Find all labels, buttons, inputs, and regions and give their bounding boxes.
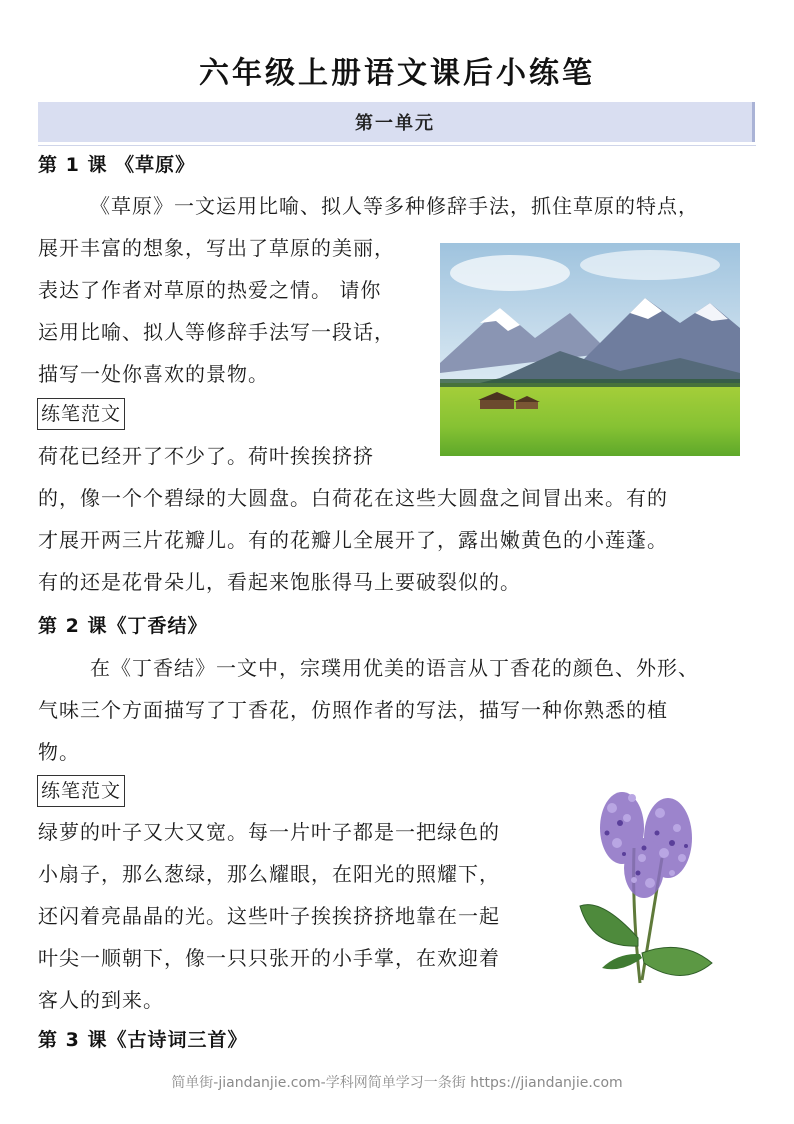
page-title: 六年级上册语文课后小练笔 xyxy=(199,56,595,91)
lesson-1-sample-line: 有的还是花骨朵儿，看起来饱胀得马上要破裂似的。 xyxy=(38,570,521,594)
lesson-1-prompt-line: 描写一处你喜欢的景物。 xyxy=(38,362,269,386)
lesson-1-prompt-line: 展开丰富的想象，写出了草原的美丽， xyxy=(38,236,395,260)
lesson-2-sample-line: 小扇子，那么葱绿，那么耀眼，在阳光的照耀下， xyxy=(38,862,500,886)
unit-divider xyxy=(38,145,756,146)
lesson-1-prompt-line: 《草原》一文运用比喻、拟人等多种修辞手法，抓住草原的特点， xyxy=(90,194,699,218)
lesson-2-sample-line: 客人的到来。 xyxy=(38,988,164,1012)
lesson-2-heading: 第 2 课《丁香结》 xyxy=(38,615,208,637)
lesson-1-sample-line: 的，像一个个碧绿的大圆盘。白荷花在这些大圆盘之间冒出来。有的 xyxy=(38,486,668,510)
page-footer: 简单街-jiandanjie.com-学科网简单学习一条街 https://jiandanjie.com xyxy=(171,1075,623,1091)
lesson-1-prompt-line: 表达了作者对草原的热爱之情。 请你 xyxy=(38,278,382,302)
lesson-2-sample-line: 绿萝的叶子又大又宽。每一片叶子都是一把绿色的 xyxy=(38,820,500,844)
lesson-2-prompt-line: 气味三个方面描写了丁香花，仿照作者的写法，描写一种你熟悉的植 xyxy=(38,698,668,722)
unit-title: 第一单元 xyxy=(355,113,435,134)
lesson-1-sample-line: 才展开两三片花瓣儿。有的花瓣儿全展开了，露出嫩黄色的小莲蓬。 xyxy=(38,528,668,552)
lesson-1-sample-label: 练笔范文 xyxy=(37,398,125,430)
lilac-flower-illustration xyxy=(572,788,722,988)
lesson-2-sample-label: 练笔范文 xyxy=(37,775,125,807)
lesson-1-prompt-line: 运用比喻、拟人等修辞手法写一段话， xyxy=(38,320,395,344)
lesson-2-prompt-line: 物。 xyxy=(38,740,80,764)
lesson-2-sample-line: 还闪着亮晶晶的光。这些叶子挨挨挤挤地靠在一起 xyxy=(38,904,500,928)
lesson-3-heading: 第 3 课《古诗词三首》 xyxy=(38,1029,248,1051)
grassland-mountain-illustration xyxy=(440,243,740,456)
unit-header xyxy=(38,102,755,142)
lesson-1-sample-line: 荷花已经开了不少了。荷叶挨挨挤挤 xyxy=(38,444,374,468)
lesson-2-prompt-line: 在《丁香结》一文中，宗璞用优美的语言从丁香花的颜色、外形、 xyxy=(90,656,699,680)
lesson-2-sample-line: 叶尖一顺朝下，像一只只张开的小手掌，在欢迎着 xyxy=(38,946,500,970)
lesson-1-heading: 第 1 课 《草原》 xyxy=(38,154,196,176)
